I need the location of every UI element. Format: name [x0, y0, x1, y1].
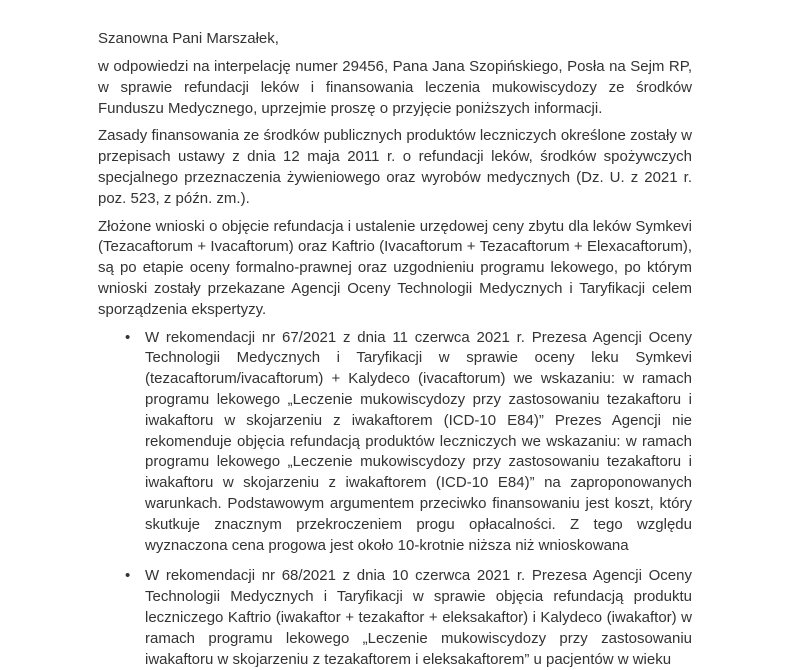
paragraph-legal-basis: Zasady finansowania ze środków publicznych produktów leczniczych określone zostały w przepisach ustawy z dnia 12 maja 2011 r. o refundacji leków, środków spożywczych specjalnego przeznaczenia żywieniowego oraz wyrobów medycznych (Dz. U. z 2021 r. poz. 523, z późn. zm.).	[98, 127, 692, 207]
recommendation-68-2021-text: W rekomendacji nr 68/2021 z dnia 10 czerwca 2021 r. Prezesa Agencji Oceny Technologii Medycznych i Taryfikacji w sprawie objęcia refundacją produktu leczniczego Kaftrio (iwakaftor + tezakaftor + eleksakaftor) i Kalydeco (iwakaftor) w ramach programu lekowego „Leczenie mukowiscydozy przy zastosowaniu iwakaftoru w skojarzeniu z tezakaftorem i eleksakaftorem” u pacjentów w wieku	[145, 567, 692, 668]
recommendation-67-2021-item	[125, 328, 692, 557]
salutation: Szanowna Pani Marszałek,	[98, 30, 279, 47]
bullet-icon: •	[125, 328, 131, 346]
recommendation-68-2021-item	[125, 566, 692, 670]
recommendation-67-2021-text: W rekomendacji nr 67/2021 z dnia 11 czerwca 2021 r. Prezesa Agencji Oceny Technologii Medycznych i Taryfikacji w sprawie oceny leku Symkevi (tezacaftorum/ivacaftorum) + Kalydeco (ivacaftorum) we wskazaniu: w ramach programu lekowego „Leczenie mukowiscydozy przy zastosowaniu tezakaftoru i iwakaftoru w skojarzeniu z iwakaftorem (ICD-10 E84)” Prezes Agencji nie rekomenduje objęcia refundacją produktów leczniczych we wskazaniu: w ramach programu lekowego „Leczenie mukowiscydozy przy zastosowaniu tezakaftoru i iwakaftoru w skojarzeniu z iwakaftorem (ICD-10 E84)” na zaproponowanych warunkach. Podstawowym argumentem przeciwko finansowaniu jest koszt, który skutkuje znacznym przekroczeniem progu opłacalności. Z tego względu wyznaczona cena progowa jest około 10-krotnie niższa niż wnioskowana	[145, 328, 692, 554]
bullet-icon: •	[125, 567, 131, 585]
recommendations-list	[98, 328, 692, 670]
paragraph-applications-status: Złożone wnioski o objęcie refundacja i ustalenie urzędowej ceny zbytu dla leków Symkevi (Tezacaftorum + Ivacaftorum) oraz Kaftrio (Ivacaftorum + Tezacaftorum + Elexacaftorum), są po etapie oceny formalno-prawnej oraz uzgodnieniu programu lekowego, po którym wnioski zostały przekazane Agencji Oceny Technologii Medycznych i Taryfikacji celem sporządzenia ekspertyzy.	[98, 217, 692, 318]
paragraph-intro-interpellation: w odpowiedzi na interpelację numer 29456, Pana Jana Szopińskiego, Posła na Sejm RP, w sprawie refundacji leków i finansowania leczenia mukowiscydozy ze środków Funduszu Medycznego, uprzejmie proszę o przyjęcie poniższych informacji.	[98, 58, 692, 117]
